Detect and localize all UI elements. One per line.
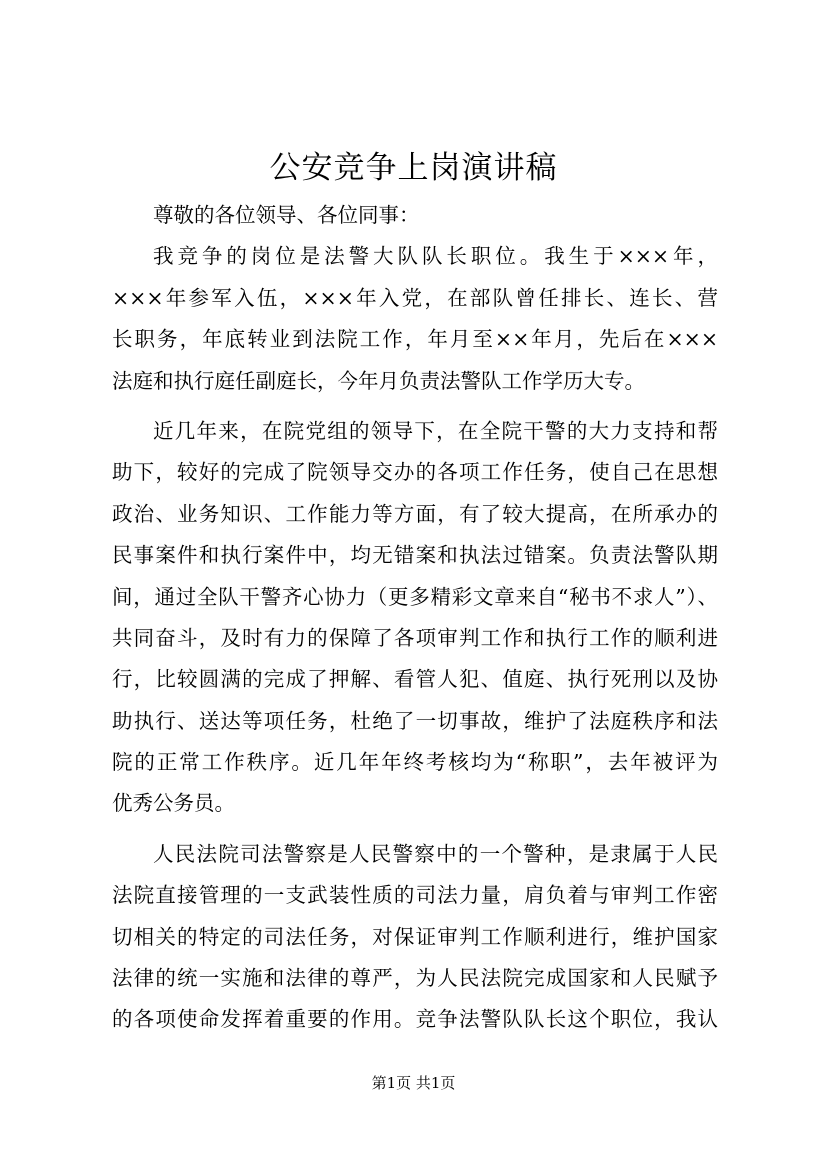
paragraph-line: 的各项使命发挥着重要的作用。竞争法警队队长这个职位，我认	[112, 1007, 718, 1032]
paragraph-line: 院的正常工作秩序。近几年年终考核均为“称职”，去年被评为	[112, 750, 718, 775]
document-title: 公安竞争上岗演讲稿	[269, 150, 558, 186]
page-number-footer: 第1页 共1页	[371, 1074, 456, 1092]
paragraph-line: 政治、业务知识、工作能力等方面，有了较大提高，在所承办的	[112, 501, 718, 526]
paragraph-line: 共同奋斗，及时有力的保障了各项审判工作和执行工作的顺利进	[112, 625, 718, 650]
document-body	[112, 195, 718, 1041]
paragraph-line: 长职务，年底转业到法院工作，年月至××年月，先后在×××	[112, 327, 718, 352]
paragraph-line: 人民法院司法警察是人民警察中的一个警种，是隶属于人民	[153, 841, 718, 866]
paragraph-line: 我竞争的岗位是法警大队队长职位。我生于×××年，	[153, 244, 718, 269]
paragraph-line: 法庭和执行庭任副庭长，今年月负责法警队工作学历大专。	[112, 368, 645, 393]
paragraph-line: 法律的统一实施和法律的尊严，为人民法院完成国家和人民赋予	[112, 966, 718, 991]
paragraph-line: 间，通过全队干警齐心协力（更多精彩文章来自“秘书不求人”）、	[112, 584, 718, 609]
paragraph-line: 行，比较圆满的完成了押解、看管人犯、值庭、执行死刑以及协	[112, 667, 718, 692]
paragraph-line: 优秀公务员。	[112, 791, 235, 816]
paragraph-line: 近几年来，在院党组的领导下，在全院干警的大力支持和帮	[153, 418, 718, 443]
salutation-line: 尊敬的各位领导、各位同事：	[153, 203, 420, 227]
paragraph-line: ×××年参军入伍，×××年入党，在部队曾任排长、连长、营	[112, 285, 718, 310]
paragraph-line: 助执行、送达等项任务，杜绝了一切事故，维护了法庭秩序和法	[112, 708, 718, 733]
paragraph-line: 助下，较好的完成了院领导交办的各项工作任务，使自己在思想	[112, 460, 718, 485]
paragraph-line: 民事案件和执行案件中，均无错案和执法过错案。负责法警队期	[112, 543, 718, 568]
paragraph-line: 法院直接管理的一支武装性质的司法力量，肩负着与审判工作密	[112, 883, 718, 908]
paragraph-line: 切相关的特定的司法任务，对保证审判工作顺利进行，维护国家	[112, 924, 718, 949]
